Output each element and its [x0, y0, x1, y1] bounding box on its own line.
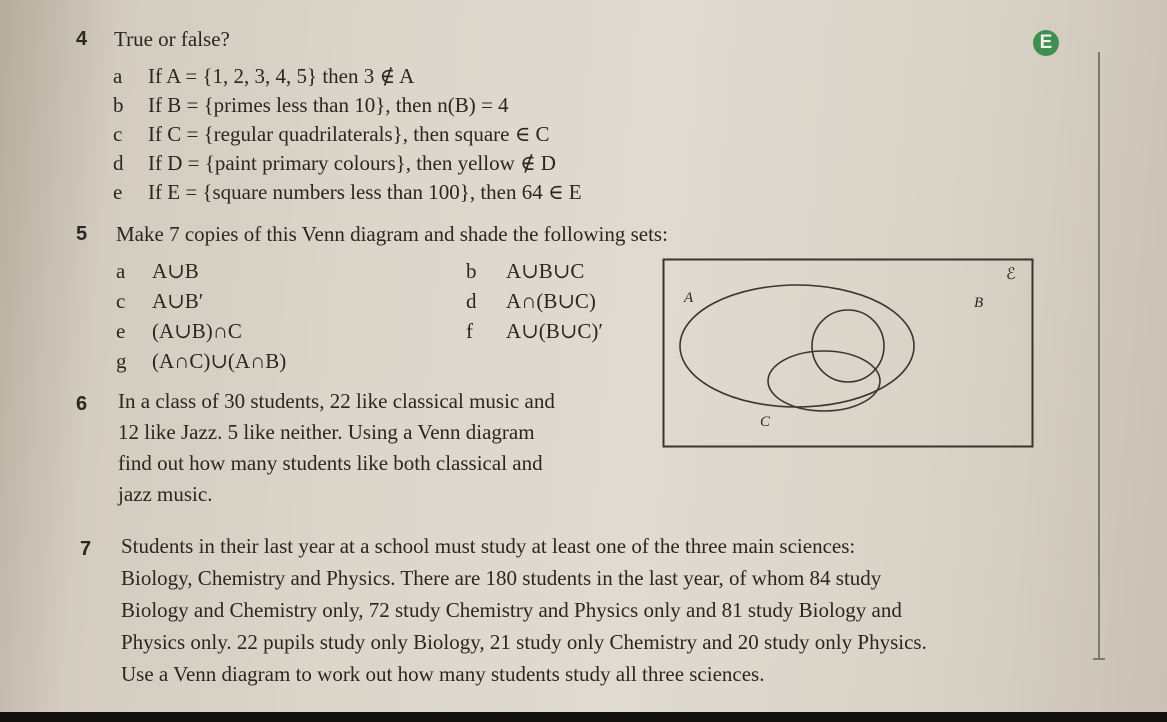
q5-item-letter: d — [466, 289, 477, 313]
q5-item-set: (A∩C)∪(A∩B) — [152, 349, 287, 373]
question-5-number: 5 — [76, 223, 88, 245]
question-7-line: Biology, Chemistry and Physics. There are 180 students in the last year, of whom 84 study — [121, 566, 882, 590]
universal-set-symbol: ℰ — [1006, 266, 1016, 283]
q5-item-letter: g — [116, 349, 127, 373]
question-6-number: 6 — [76, 393, 88, 415]
q5-item-letter: e — [116, 319, 126, 343]
q4-item-letter: b — [113, 93, 124, 117]
set-a-label: A — [684, 290, 694, 306]
q4-item-letter: d — [113, 151, 124, 175]
question-7-number: 7 — [80, 538, 92, 560]
q5-item-letter: a — [116, 259, 126, 283]
question-6-line: jazz music. — [118, 482, 213, 506]
q4-item-text: If A = {1, 2, 3, 4, 5} then 3 ∉ A — [148, 64, 415, 88]
question-4-prompt: True or false? — [114, 27, 230, 51]
margin-rule-tick — [1093, 658, 1105, 660]
q5-item-letter: b — [466, 259, 477, 283]
q4-item-text: If D = {paint primary colours}, then yellow ∉ D — [148, 151, 556, 175]
bottom-shadow — [0, 712, 1167, 722]
extension-badge: E — [1033, 30, 1059, 56]
q4-item-text: If C = {regular quadrilaterals}, then square ∈ C — [148, 122, 550, 146]
question-7-line: Use a Venn diagram to work out how many students study all three sciences. — [121, 662, 765, 686]
question-5-prompt: Make 7 copies of this Venn diagram and shade the following sets: — [116, 222, 668, 246]
q5-item-set: A∪B∪C — [506, 259, 585, 283]
q5-item-set: A∪B′ — [152, 289, 204, 313]
margin-rule — [1098, 52, 1100, 660]
question-7-line: Students in their last year at a school must study at least one of the three main sciences: — [121, 534, 856, 558]
q4-item-letter: a — [113, 64, 123, 88]
q5-item-letter: c — [116, 289, 126, 313]
set-b-circle — [812, 310, 884, 382]
set-c-label: C — [760, 414, 771, 430]
set-c-ellipse — [768, 351, 880, 411]
question-4-number: 4 — [76, 28, 88, 50]
set-b-label: B — [974, 295, 984, 311]
venn-diagram — [662, 258, 1034, 448]
q5-item-set: A∩(B∪C) — [506, 289, 596, 313]
question-6-line: find out how many students like both classical and — [118, 451, 543, 475]
q5-item-set: A∪B — [152, 259, 199, 283]
q5-item-set: A∪(B∪C)′ — [506, 319, 603, 343]
q4-item-text: If E = {square numbers less than 100}, then 64 ∈ E — [148, 180, 582, 204]
question-7-line: Biology and Chemistry only, 72 study Chemistry and Physics only and 81 study Biology and — [121, 598, 902, 622]
question-6-line: 12 like Jazz. 5 like neither. Using a Venn diagram — [118, 420, 535, 444]
q4-item-text: If B = {primes less than 10}, then n(B) = 4 — [148, 93, 509, 117]
question-6-line: In a class of 30 students, 22 like classical music and — [118, 389, 555, 413]
question-7-line: Physics only. 22 pupils study only Biology, 21 study only Chemistry and 20 study only Physics. — [121, 630, 927, 654]
q5-item-letter: f — [466, 319, 473, 343]
q5-item-set: (A∪B)∩C — [152, 319, 242, 343]
q4-item-letter: e — [113, 180, 123, 204]
q4-item-letter: c — [113, 122, 123, 146]
